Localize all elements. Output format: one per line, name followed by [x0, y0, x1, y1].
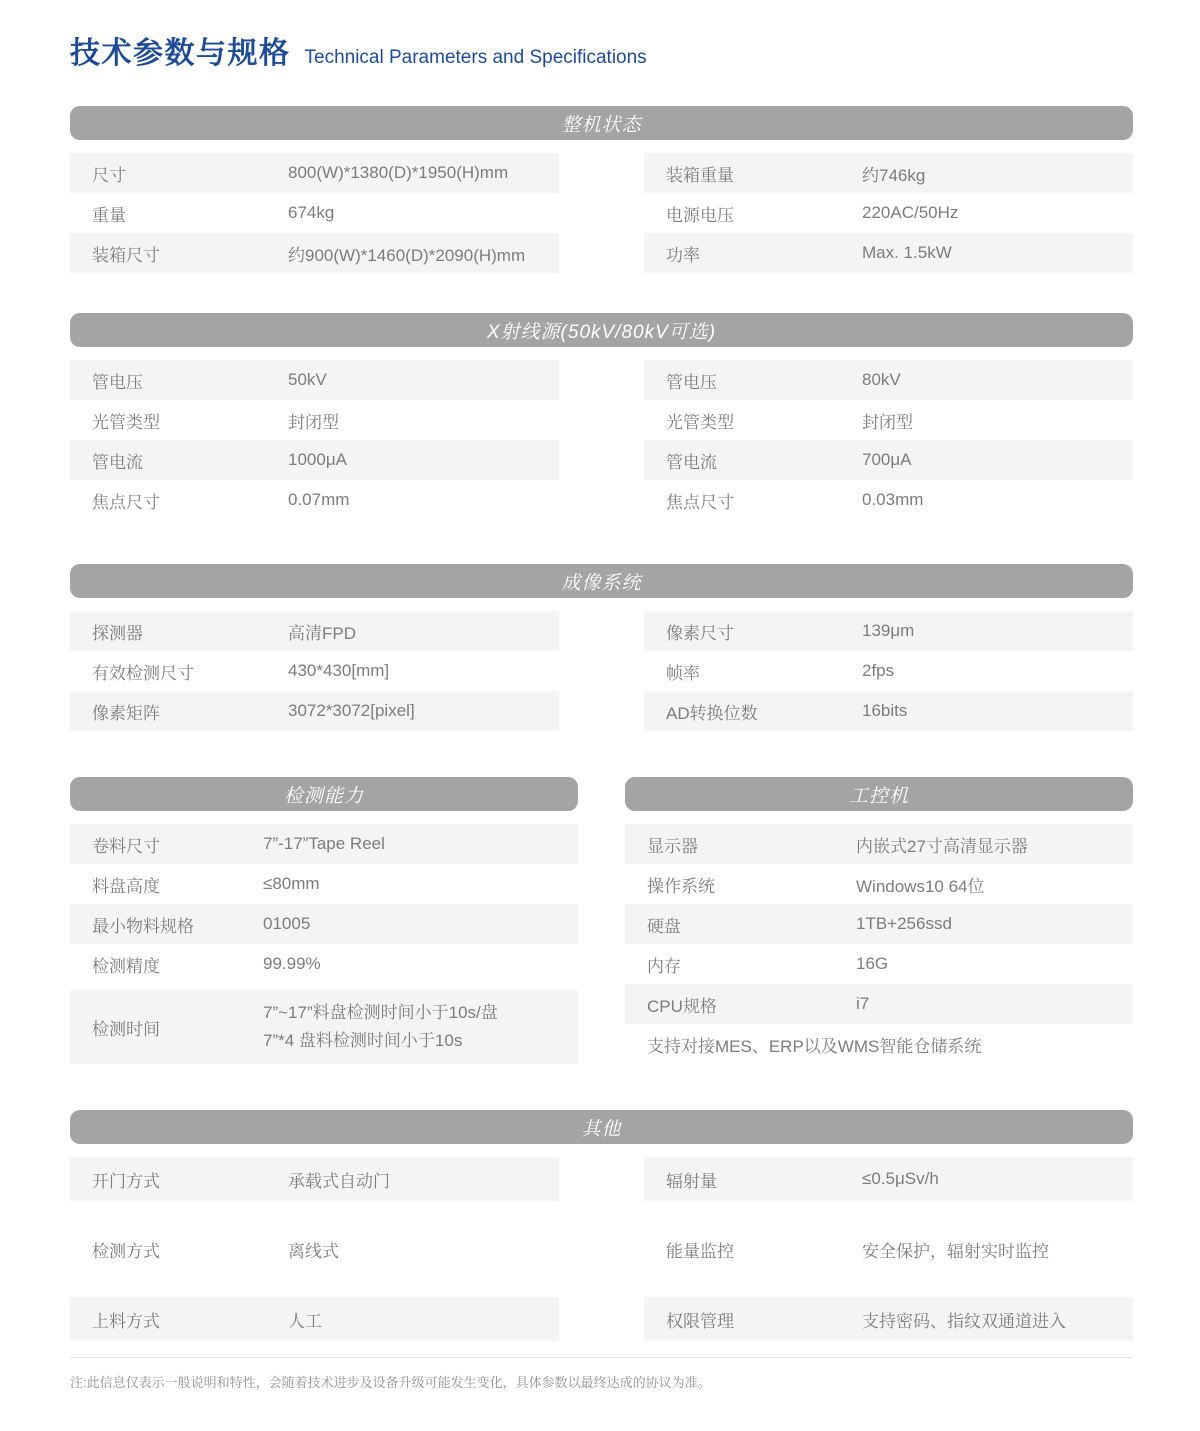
spec-value: 139μm	[862, 621, 915, 640]
spec-label: 管电流	[92, 452, 143, 472]
spec-value: 安全保护，辐射实时监控	[862, 1241, 1049, 1261]
spec-row	[70, 233, 559, 273]
spec-row	[644, 233, 1133, 273]
spec-label: 检测精度	[92, 956, 160, 976]
section-header-machine-status	[70, 106, 1133, 140]
spec-row	[625, 944, 1133, 984]
spec-label: 有效检测尺寸	[92, 663, 194, 683]
spec-label: 尺寸	[92, 165, 126, 185]
spec-label: 帧率	[666, 663, 700, 683]
section-header-detection-capability	[70, 777, 578, 811]
spec-row	[644, 691, 1133, 731]
spec-row	[644, 611, 1133, 651]
imaging-system-table	[70, 611, 1133, 731]
spec-label: 内存	[647, 956, 681, 976]
machine-status-left	[70, 153, 559, 273]
xray-source-left	[70, 360, 559, 520]
spec-value: 承载式自动门	[288, 1171, 390, 1191]
machine-status-table	[70, 153, 1133, 273]
spec-row	[644, 400, 1133, 440]
spec-row	[625, 984, 1133, 1024]
spec-row	[70, 1157, 559, 1201]
spec-label: 显示器	[647, 836, 698, 856]
spec-label: 焦点尺寸	[92, 492, 160, 512]
section-industrial-pc	[625, 777, 1133, 1064]
spec-value: 700μA	[862, 450, 912, 469]
spec-value: 16G	[856, 954, 889, 973]
spec-label: 最小物料规格	[92, 916, 194, 936]
spec-row	[70, 1227, 559, 1271]
spec-value: 人工	[288, 1311, 322, 1331]
machine-status-right	[644, 153, 1133, 273]
detection-capability-table	[70, 824, 578, 1064]
page-title-zh: 技术参数与规格	[70, 37, 291, 70]
xray-source-right	[644, 360, 1133, 520]
spec-value: 99.99%	[263, 954, 321, 973]
section-title: 整机状态	[561, 114, 642, 136]
spec-value: 封闭型	[288, 412, 339, 432]
spec-label: 管电流	[666, 452, 717, 472]
other-left	[70, 1157, 559, 1341]
spec-row	[625, 824, 1133, 864]
xray-source-table	[70, 360, 1133, 520]
spec-value: 约900(W)*1460(D)*2090(H)mm	[288, 245, 526, 265]
spec-value: 3072*3072[pixel]	[288, 701, 415, 720]
spec-value: 1000μA	[288, 450, 347, 469]
footer-note: 注:此信息仅表示一般说明和特性，会随着技术进步及设备升级可能发生变化，具体参数以最终达成的协议为准。	[70, 1375, 711, 1390]
spec-value: 约746kg	[862, 165, 926, 185]
spec-row	[70, 440, 559, 480]
spec-label: 焦点尺寸	[666, 492, 734, 512]
spec-value: 离线式	[288, 1241, 339, 1261]
spec-row	[70, 153, 559, 193]
section-title: 成像系统	[561, 572, 642, 594]
spec-label: 操作系统	[647, 876, 715, 896]
spec-label: 光管类型	[666, 412, 734, 432]
spec-label: 检测方式	[92, 1241, 160, 1261]
section-title: 检测能力	[283, 785, 364, 807]
spec-value: 80kV	[862, 370, 901, 389]
spec-row	[70, 611, 559, 651]
spec-row	[644, 440, 1133, 480]
spec-label: 探测器	[92, 623, 143, 643]
spec-value: i7	[856, 994, 870, 1013]
section-detection-capability	[70, 777, 578, 1064]
spec-row	[70, 864, 578, 904]
section-header-imaging-system	[70, 564, 1133, 598]
spec-value: 内嵌式27寸高清显示器	[856, 836, 1028, 856]
section-title: 其他	[581, 1118, 622, 1140]
footer-divider	[70, 1357, 1133, 1358]
spec-label: 电源电压	[666, 205, 734, 225]
spec-label: 管电压	[666, 372, 717, 392]
page-title-en: Technical Parameters and Specifications	[304, 47, 647, 68]
spec-label: 管电压	[92, 372, 143, 392]
section-header-industrial-pc	[625, 777, 1133, 811]
spec-value: 支持密码、指纹双通道进入	[862, 1311, 1066, 1331]
section-title: 工控机	[848, 785, 909, 807]
spec-value: 2fps	[862, 661, 895, 680]
spec-value: Windows10 64位	[856, 876, 985, 896]
spec-row	[625, 904, 1133, 944]
spec-value	[263, 1003, 498, 1051]
spec-label: 装箱尺寸	[92, 245, 160, 265]
spec-value: 高清FPD	[288, 623, 356, 643]
spec-value: 7”-17”Tape Reel	[263, 834, 385, 853]
spec-label: 卷料尺寸	[92, 836, 160, 856]
industrial-pc-table	[625, 824, 1133, 1064]
spec-value: 0.03mm	[862, 490, 924, 509]
side-by-side-sections	[70, 777, 1133, 1064]
section-header-other	[70, 1110, 1133, 1144]
spec-label: 装箱重量	[666, 165, 734, 185]
spec-row	[70, 691, 559, 731]
spec-value: Max. 1.5kW	[862, 243, 952, 262]
spec-value: ≤80mm	[263, 874, 320, 893]
other-table	[70, 1157, 1133, 1341]
spec-value: 1TB+256ssd	[856, 914, 952, 933]
spec-row	[625, 864, 1133, 904]
spec-label: 像素尺寸	[666, 623, 734, 643]
spec-row	[70, 904, 578, 944]
spec-label: 开门方式	[92, 1171, 160, 1191]
section-header-xray-source	[70, 313, 1133, 347]
spec-value: 50kV	[288, 370, 327, 389]
imaging-system-right	[644, 611, 1133, 731]
spec-value: 800(W)*1380(D)*1950(H)mm	[288, 163, 509, 182]
spec-row	[70, 1297, 559, 1341]
spec-value: 674kg	[288, 203, 335, 222]
spec-label: 光管类型	[92, 412, 160, 432]
page-title	[70, 28, 1133, 72]
spec-row	[644, 193, 1133, 233]
spec-label: 硬盘	[647, 916, 681, 936]
spec-label: 功率	[666, 245, 700, 265]
other-right	[644, 1157, 1133, 1341]
section-title: X射线源(50kV/80kV可选)	[486, 321, 717, 343]
spec-row	[644, 651, 1133, 691]
spec-row	[644, 480, 1133, 520]
spec-value: 16bits	[862, 701, 908, 720]
spec-value-line: 7”*4 盘料检测时间小于10s	[263, 1030, 463, 1050]
spec-row	[70, 824, 578, 864]
spec-value: 0.07mm	[288, 490, 350, 509]
spec-value: 220AC/50Hz	[862, 203, 959, 222]
spec-row	[70, 944, 578, 984]
integration-note: 支持对接MES、ERP以及WMS智能仓储系统	[647, 1036, 982, 1056]
spec-label: 能量监控	[666, 1241, 734, 1261]
spec-row	[644, 360, 1133, 400]
spec-label: 料盘高度	[92, 876, 160, 896]
spec-label: 辐射量	[666, 1171, 717, 1191]
spec-label: 像素矩阵	[92, 703, 160, 723]
spec-value: 430*430[mm]	[288, 661, 390, 680]
spec-value-line: 7”~17”料盘检测时间小于10s/盘	[263, 1003, 498, 1023]
spec-row	[644, 1157, 1133, 1201]
spec-value: ≤0.5μSv/h	[862, 1169, 939, 1188]
spec-label: 权限管理	[666, 1311, 734, 1331]
spec-label: AD转换位数	[666, 703, 758, 723]
spec-row-integration-note	[625, 1024, 1133, 1064]
spec-label: 检测时间	[92, 1019, 160, 1039]
spec-value: 封闭型	[862, 412, 913, 432]
spec-row	[70, 193, 559, 233]
spec-row	[644, 1297, 1133, 1341]
spec-row	[644, 153, 1133, 193]
spec-row	[70, 360, 559, 400]
imaging-system-left	[70, 611, 559, 731]
spec-row	[644, 1227, 1133, 1271]
spec-row	[70, 400, 559, 440]
spec-label: CPU规格	[647, 996, 717, 1016]
spec-value: 01005	[263, 914, 311, 933]
spec-row	[70, 480, 559, 520]
spec-label: 重量	[92, 205, 126, 225]
spec-label: 上料方式	[92, 1311, 160, 1331]
spec-row-detection-time	[70, 990, 578, 1064]
spec-row	[70, 651, 559, 691]
